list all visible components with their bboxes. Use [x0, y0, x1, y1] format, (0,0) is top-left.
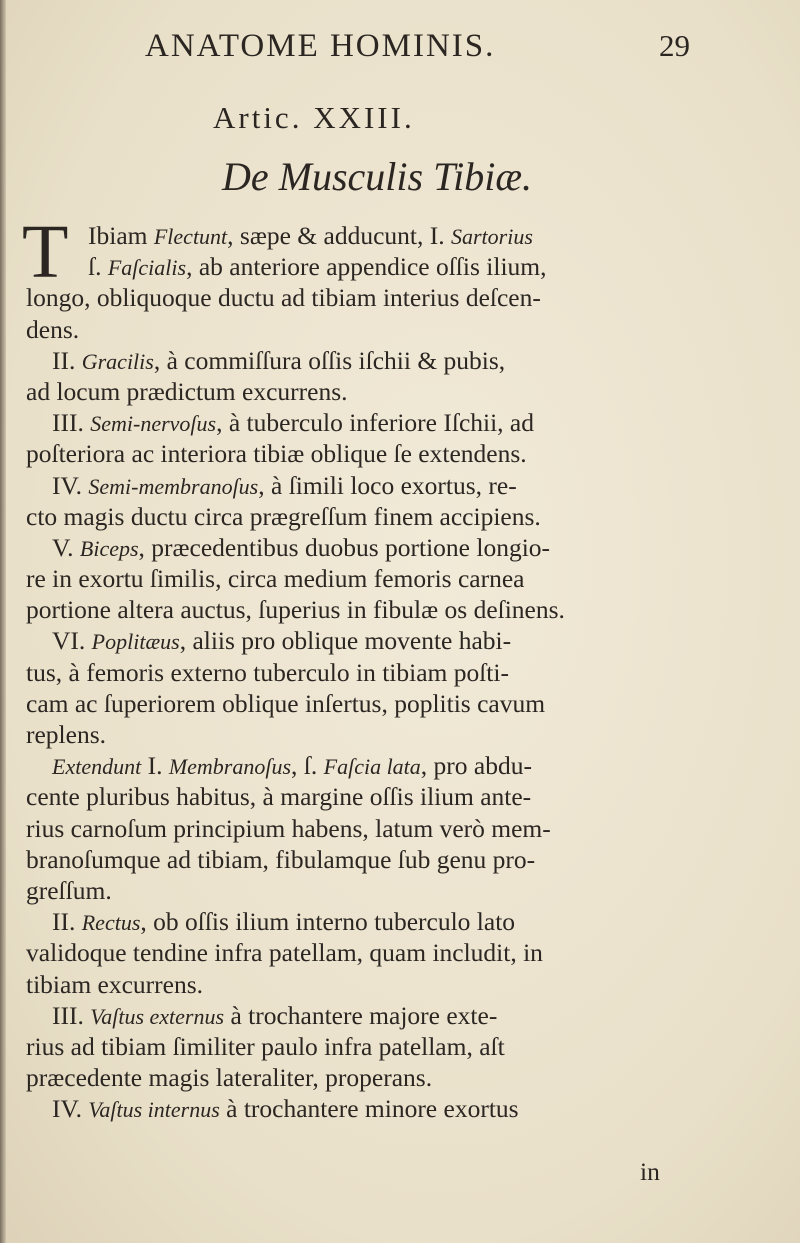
line-text: IV. — [52, 1094, 89, 1124]
muscle-name: Gracilis — [81, 348, 154, 374]
muscle-name: Faſcialis — [107, 255, 187, 281]
text-line — [26, 345, 676, 376]
page-number: 29 — [659, 28, 690, 63]
line-text: II. — [52, 907, 82, 937]
line-text: rius carnoſum principium habens, latum verò mem- — [26, 813, 551, 843]
text-line — [26, 563, 676, 594]
line-text: , pro abdu- — [420, 751, 532, 781]
line-text: II. — [52, 345, 82, 375]
line-text: tibiam excurrens. — [26, 969, 204, 999]
line-text: V. — [52, 532, 80, 562]
drop-cap: T — [22, 210, 69, 294]
text-line — [26, 781, 676, 812]
line-text: IV. — [52, 470, 89, 500]
muscle-name: Sartorius — [450, 224, 533, 249]
line-text: à trochantere minore exortus — [219, 1094, 519, 1124]
line-text: , à commiſſura oſſis iſchii & pubis, — [153, 345, 506, 375]
text-line — [26, 937, 676, 968]
line-text: greſſum. — [26, 875, 112, 905]
muscle-name: Vaſtus internus — [88, 1097, 220, 1123]
line-text: replens. — [26, 720, 107, 749]
line-text: , ſ. — [291, 751, 324, 781]
text-line — [26, 438, 676, 469]
text-line — [26, 813, 676, 844]
muscle-name: Membranoſus — [168, 754, 292, 780]
section-title: De Musculis Tibiæ. — [222, 154, 533, 199]
line-text: re in exortu ſimilis, circa medium femoris carnea — [26, 564, 525, 594]
line-text: , à ſimili loco exortus, re- — [258, 470, 517, 500]
text-line — [26, 501, 676, 532]
line-text: dens. — [26, 314, 80, 344]
text-line — [26, 969, 676, 1000]
text-line — [26, 688, 676, 719]
line-text: , aliis pro oblique movente habi- — [179, 626, 512, 656]
text-line — [26, 625, 676, 656]
line-text: cente pluribus habitus, à margine oſſis ilium ante- — [26, 782, 532, 812]
text-line — [26, 657, 676, 688]
text-line — [26, 407, 676, 438]
line-text: Ibiam — [88, 221, 154, 250]
line-text: , ob oſſis ilium interno tuberculo lato — [140, 907, 516, 937]
line-text: validoque tendine infra patellam, quam includit, in — [26, 938, 543, 968]
line-text: rius ad tibiam ſimiliter paulo infra patellam, aſt — [26, 1031, 505, 1061]
text-line — [26, 1031, 676, 1062]
text-line — [26, 1093, 676, 1124]
line-text: tus, à femoris externo tuberculo in tibiam poſti- — [26, 657, 509, 687]
text-line — [26, 594, 676, 625]
text-line — [26, 719, 676, 750]
line-text: , præcedentibus duobus portione longio- — [138, 532, 551, 562]
muscle-name: Semi-membranoſus — [88, 473, 259, 499]
text-line — [26, 282, 676, 313]
line-text: ad locum prædictum excurrens. — [26, 376, 348, 406]
line-text: branoſumque ad tibiam, fibulamque ſub genu pro- — [26, 844, 536, 874]
line-text: à trochantere majore exte- — [224, 1000, 498, 1030]
text-line — [26, 470, 676, 501]
text-line — [26, 220, 676, 251]
body-text — [22, 210, 676, 1124]
text-line — [26, 532, 676, 563]
line-text: VI. — [52, 626, 92, 656]
muscle-name: Poplitæus — [91, 629, 180, 655]
line-text: longo, obliquoque ductu ad tibiam interius deſcen- — [26, 283, 541, 313]
line-text: , ab anteriore appendice oſſis ilium, — [186, 252, 547, 282]
text-line — [26, 750, 676, 781]
line-text: I. — [141, 751, 169, 781]
line-text: , sæpe & adducunt, I. — [227, 221, 451, 250]
muscle-name: Flectunt — [153, 224, 228, 249]
muscle-name: Rectus — [81, 910, 141, 936]
muscle-name: Extendunt — [52, 754, 142, 780]
text-line — [26, 376, 676, 407]
muscle-name: Vaſtus externus — [90, 1003, 225, 1029]
line-text: cam ac ſuperiorem oblique inſertus, poplitis cavum — [26, 688, 546, 718]
article-heading: Artic. XXIII. — [213, 100, 415, 135]
text-line — [26, 1062, 676, 1093]
page-header — [145, 28, 690, 68]
page-edge-shadow — [0, 0, 6, 1243]
text-line — [26, 844, 676, 875]
text-line — [26, 1000, 676, 1031]
line-text: III. — [52, 408, 91, 438]
line-text: portione altera auctus, ſuperius in fibulæ os deſinens. — [26, 595, 565, 625]
line-text: III. — [52, 1000, 91, 1030]
line-text: cto magis ductu circa prægreſſum finem accipiens. — [26, 501, 541, 531]
text-line — [26, 906, 676, 937]
text-line — [26, 314, 676, 345]
running-title: ANATOME HOMINIS. — [145, 28, 496, 64]
text-line — [26, 251, 676, 282]
line-text: poſteriora ac interiora tibiæ oblique ſe extendens. — [26, 439, 527, 469]
line-text: præcedente magis lateraliter, properans. — [26, 1063, 433, 1093]
line-text: , à tuberculo inferiore Iſchii, ad — [216, 408, 534, 438]
muscle-name: Faſcia lata — [323, 754, 421, 780]
text-line — [26, 875, 676, 906]
line-text: ſ. — [88, 252, 108, 282]
catchword: in — [640, 1157, 660, 1186]
muscle-name: Semi-nervoſus — [90, 411, 217, 437]
muscle-name: Biceps — [79, 535, 139, 561]
